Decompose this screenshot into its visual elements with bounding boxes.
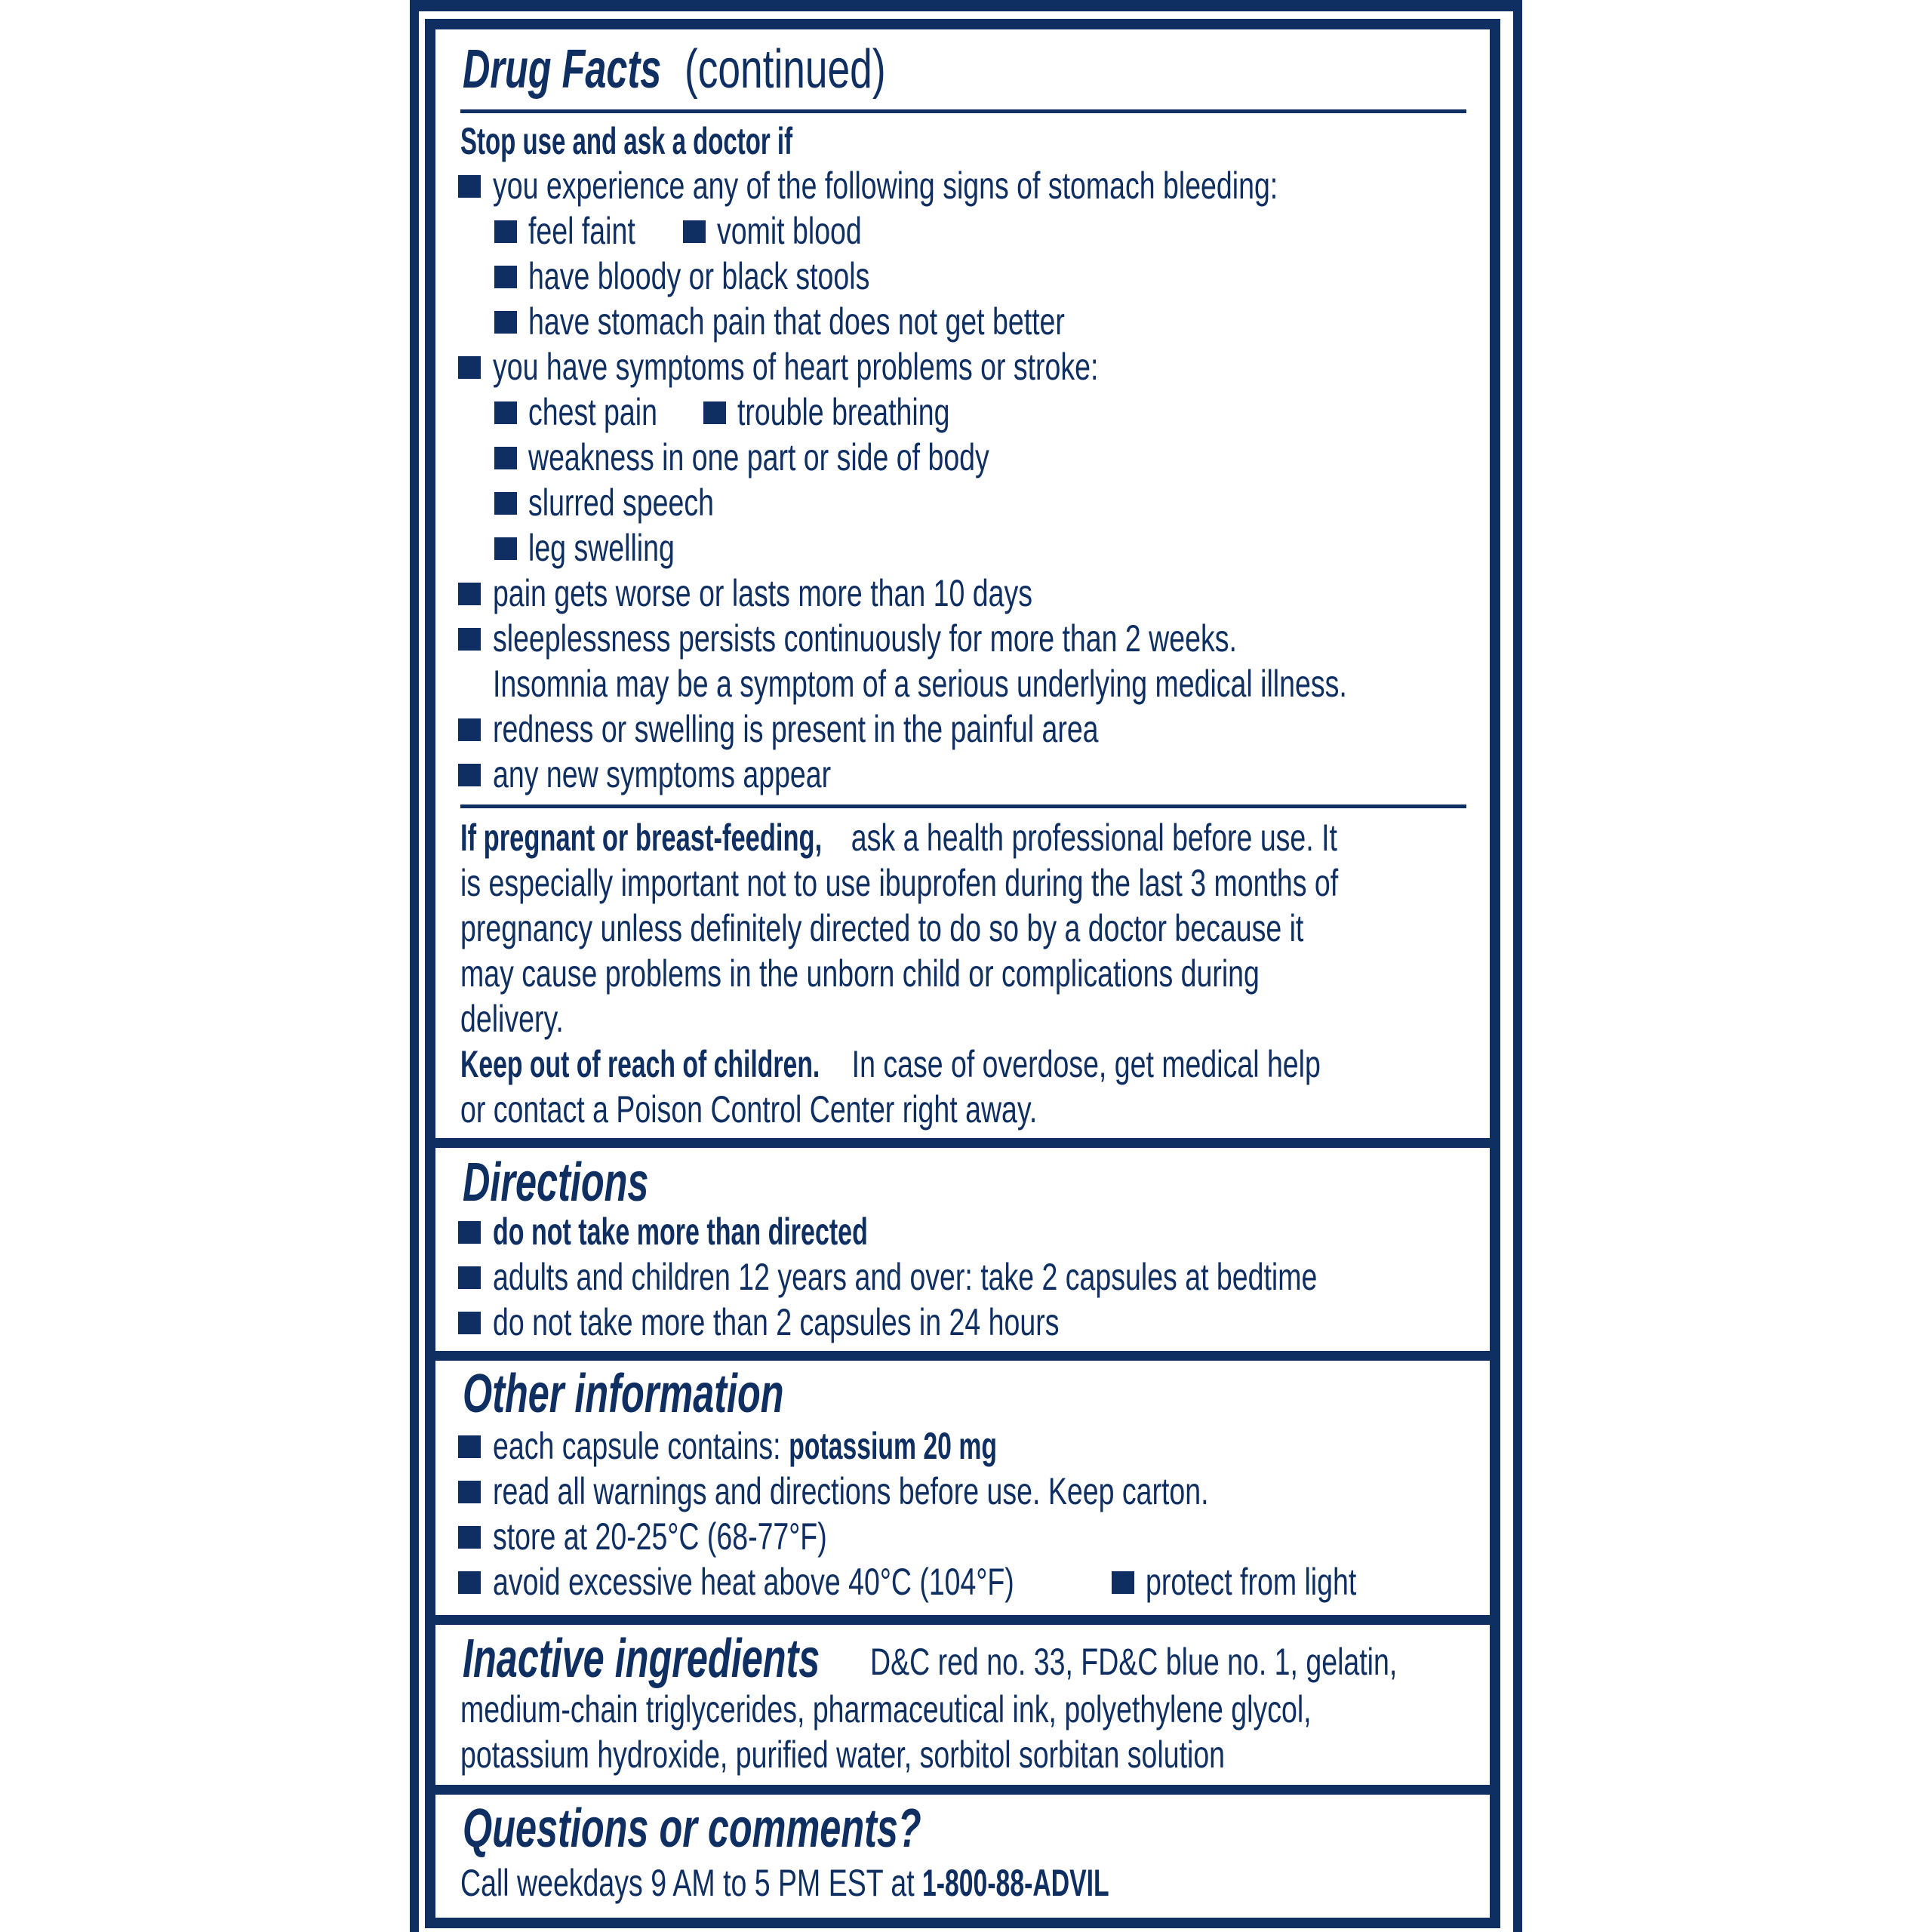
pregnancy-text: delivery. <box>460 998 564 1040</box>
list-subitem: weakness in one part or side of body <box>528 436 989 478</box>
bullet-icon <box>458 1266 481 1289</box>
bullet-icon <box>458 718 481 741</box>
page-title: Drug Facts <box>463 39 662 100</box>
outer-border-top <box>410 0 1522 11</box>
list-item: any new symptoms appear <box>493 753 832 795</box>
bullet-icon <box>494 401 517 424</box>
section-divider <box>425 1615 1500 1625</box>
other-info-text: each capsule contains: <box>493 1425 789 1467</box>
list-subitem: feel faint <box>528 210 635 252</box>
list-subitem: slurred speech <box>528 481 714 524</box>
section-divider <box>425 1138 1500 1148</box>
title-rule <box>460 109 1466 113</box>
inactive-ingredients-text: D&C red no. 33, FD&C blue no. 1, gelatin, <box>870 1641 1398 1683</box>
list-item: sleeplessness persists continuously for more than 2 weeks. <box>493 617 1237 660</box>
other-info-item: avoid excessive heat above 40°C (104°F) <box>493 1561 1014 1603</box>
bullet-icon <box>458 175 481 198</box>
list-item: you have symptoms of heart problems or stroke: <box>493 346 1099 388</box>
inactive-ingredients-text: potassium hydroxide, purified water, sorbitol sorbitan solution <box>460 1734 1226 1776</box>
bullet-icon <box>458 628 481 651</box>
bullet-icon <box>683 220 706 243</box>
directions-item: do not take more than 2 capsules in 24 hours <box>493 1301 1060 1343</box>
list-item: redness or swelling is present in the painful area <box>493 708 1099 750</box>
potassium-amount: potassium 20 mg <box>788 1425 997 1467</box>
other-info-item: store at 20-25°C (68-77°F) <box>493 1515 827 1558</box>
bullet-icon <box>703 401 726 424</box>
keep-out-text: or contact a Poison Control Center right away. <box>460 1088 1038 1131</box>
list-subitem: have bloody or black stools <box>528 255 870 297</box>
bullet-icon <box>458 1571 481 1594</box>
pregnancy-text: ask a health professional before use. It <box>843 817 1337 859</box>
other-info-item <box>493 1423 1020 1469</box>
pregnancy-warning-label: If pregnant or breast-feeding, <box>460 817 823 859</box>
bullet-icon <box>494 447 517 469</box>
list-item: pain gets worse or lasts more than 10 days <box>493 572 1032 614</box>
bullet-icon <box>1112 1571 1134 1594</box>
directions-heading: Directions <box>463 1152 649 1213</box>
other-info-item: read all warnings and directions before use. Keep carton. <box>493 1470 1209 1512</box>
other-info-item: protect from light <box>1146 1561 1357 1603</box>
list-item-continuation: Insomnia may be a symptom of a serious underlying medical illness. <box>493 663 1347 705</box>
stop-use-heading: Stop use and ask a doctor if <box>460 120 793 162</box>
outer-border-right <box>1513 0 1522 1932</box>
list-item: you experience any of the following signs of stomach bleeding: <box>493 165 1278 207</box>
list-subitem: vomit blood <box>717 210 862 252</box>
section-divider <box>425 1785 1500 1795</box>
section-divider <box>425 1351 1500 1361</box>
bullet-icon <box>494 266 517 288</box>
bullet-icon <box>458 1481 481 1503</box>
bullet-icon <box>494 311 517 334</box>
bullet-icon <box>458 764 481 786</box>
list-subitem: trouble breathing <box>737 391 950 433</box>
other-information-heading: Other information <box>463 1364 784 1424</box>
questions-text <box>460 1860 1130 1906</box>
bullet-icon <box>458 1221 481 1244</box>
pregnancy-text: is especially important not to use ibuprofen during the last 3 months of <box>460 862 1339 904</box>
bullet-icon <box>494 492 517 515</box>
bullet-icon <box>494 537 517 560</box>
bullet-icon <box>494 220 517 243</box>
directions-item: adults and children 12 years and over: take 2 capsules at bedtime <box>493 1256 1318 1298</box>
bullet-icon <box>458 1312 481 1334</box>
questions-call-text: Call weekdays 9 AM to 5 PM EST at <box>460 1862 923 1904</box>
bullet-icon <box>458 1435 481 1458</box>
inactive-ingredients-heading: Inactive ingredients <box>463 1629 820 1689</box>
questions-heading: Questions or comments? <box>463 1798 921 1859</box>
bullet-icon <box>458 1526 481 1549</box>
inactive-ingredients-text: medium-chain triglycerides, pharmaceutical ink, polyethylene glycol, <box>460 1688 1312 1730</box>
keep-out-label: Keep out of reach of children. <box>460 1043 820 1085</box>
list-subitem: have stomach pain that does not get better <box>528 300 1065 343</box>
pregnancy-text: may cause problems in the unborn child or complications during <box>460 952 1260 995</box>
list-subitem: chest pain <box>528 391 657 433</box>
bullet-icon <box>458 356 481 379</box>
outer-border-left <box>410 0 419 1932</box>
page-title-suffix: (continued) <box>685 39 886 100</box>
directions-item: do not take more than directed <box>493 1211 868 1253</box>
bullet-icon <box>458 583 481 605</box>
list-subitem: leg swelling <box>528 527 675 569</box>
section-rule <box>460 804 1466 808</box>
pregnancy-warning <box>460 815 1337 860</box>
keep-out-warning <box>460 1041 1321 1087</box>
phone-number: 1-800-88-ADVIL <box>922 1862 1109 1904</box>
keep-out-text: In case of overdose, get medical help <box>844 1043 1321 1085</box>
pregnancy-text: pregnancy unless definitely directed to do so by a doctor because it <box>460 907 1304 949</box>
